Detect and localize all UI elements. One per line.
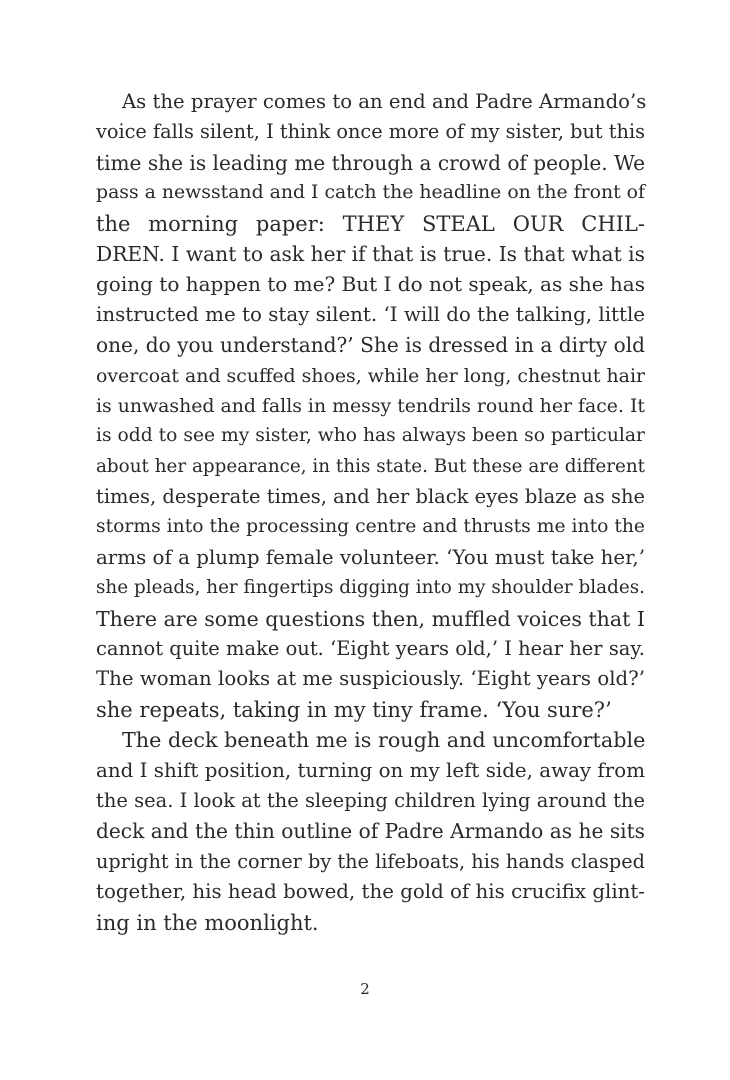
- text-line: DREN. I want to ask her if that is true. Is that what is: [96, 241, 645, 266]
- text-line: the morning paper: THEY STEAL OUR CHIL-: [96, 211, 645, 236]
- text-line: There are some questions then, muffled voices that I: [96, 606, 645, 631]
- text-line: is unwashed and falls in messy tendrils round her face. It: [96, 394, 645, 417]
- text-line: going to happen to me? But I do not speak, as she has: [96, 272, 645, 297]
- text-line: The woman looks at me suspiciously. ‘Eight years old?’: [96, 667, 645, 691]
- text-line: overcoat and scuffed shoes, while her long, chestnut hair: [96, 364, 645, 387]
- text-line: one, do you understand?’ She is dressed in a dirty old: [96, 333, 645, 358]
- text-line: The deck beneath me is rough and uncomfortable: [122, 728, 646, 753]
- page-number: 2: [360, 980, 370, 998]
- text-line: storms into the processing centre and thrusts me into the: [96, 516, 645, 538]
- text-line: upright in the corner by the lifeboats, his hands clasped: [96, 849, 645, 873]
- text-line: time she is leading me through a crowd of people. We: [96, 150, 645, 175]
- text-line: ing in the moonlight.: [96, 910, 319, 935]
- text-line: the sea. I look at the sleeping children lying around the: [96, 788, 645, 812]
- body-text: [96, 87, 645, 938]
- text-line: deck and the thin outline of Padre Armando as he sits: [96, 819, 645, 844]
- text-line: and I shift position, turning on my left side, away from: [96, 758, 645, 782]
- text-line: about her appearance, in this state. But these are different: [96, 455, 645, 477]
- text-line: voice falls silent, I think once more of my sister, but this: [96, 120, 645, 144]
- text-line: arms of a plump female volunteer. ‘You must take her,’: [96, 545, 645, 569]
- text-line: is odd to see my sister, who has always been so particular: [96, 425, 645, 447]
- text-line: she repeats, taking in my tiny frame. ‘You sure?’: [96, 697, 612, 722]
- text-line: As the prayer comes to an end and Padre Armando’s: [122, 90, 647, 113]
- text-line: together, his head bowed, the gold of his crucifix glint-: [96, 880, 645, 904]
- text-line: pass a newsstand and I catch the headline on the front of: [96, 182, 645, 204]
- text-line: times, desperate times, and her black eyes blaze as she: [96, 485, 645, 509]
- text-line: she pleads, her fingertips digging into my shoulder blades.: [96, 577, 645, 599]
- text-line: instructed me to stay silent. ‘I will do the talking, little: [96, 302, 645, 326]
- text-line: cannot quite make out. ‘Eight years old,’ I hear her say.: [96, 637, 645, 661]
